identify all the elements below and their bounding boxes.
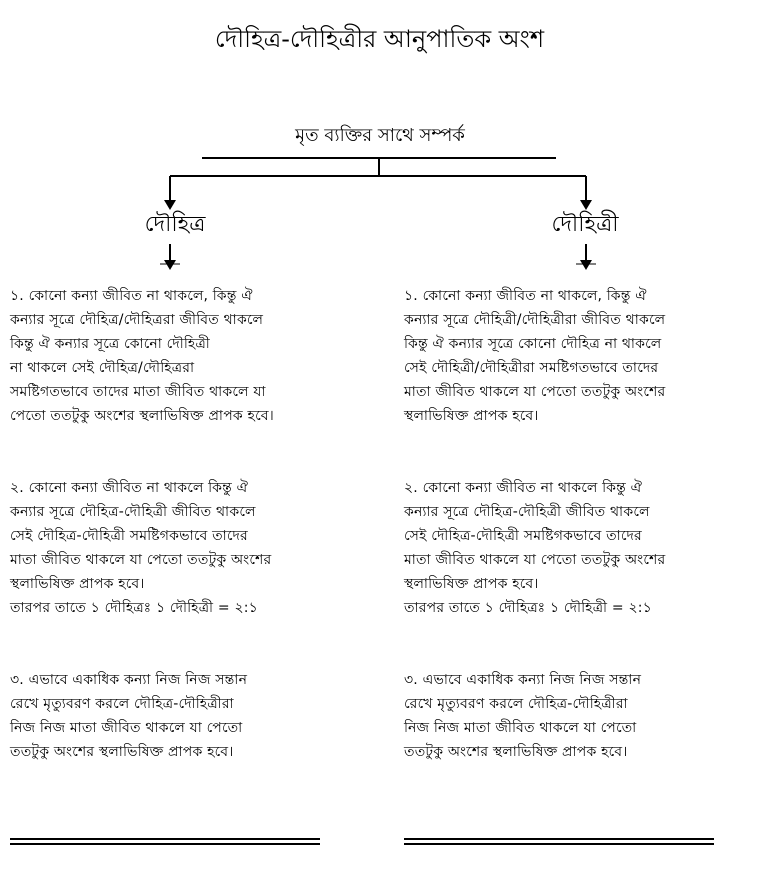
arrow-left-branch-down-icon <box>160 244 180 270</box>
rule-line: কন্যার সূত্রে দৌহিত্র-দৌহিত্রী জীবিত থাকলে <box>404 504 650 520</box>
rule-line: মাতা জীবিত থাকলে যা পেতো ততটুকু অংশের <box>10 552 272 568</box>
rule-line: স্থলাভিষিক্ত প্রাপক হবে। <box>10 576 145 592</box>
right-rule-3 <box>404 668 759 764</box>
rule-line: সেই দৌহিত্র-দৌহিত্রী সমষ্টিগকভাবে তাদের <box>10 528 248 544</box>
left-rules-column <box>10 284 370 764</box>
branch-daughters-daughter: দৌহিত্রী <box>551 212 619 237</box>
rule-line: ১. কোনো কন্যা জীবিত না থাকলে, কিন্তু ঐ <box>404 288 647 304</box>
rule-line: না থাকলে সেই দৌহিত্র/দৌহিত্ররা <box>10 360 195 376</box>
rule-line: স্থলাভিষিক্ত প্রাপক হবে। <box>404 576 539 592</box>
rule-line: কন্যার সূত্রে দৌহিত্র-দৌহিত্রী জীবিত থাকলে <box>10 504 256 520</box>
rule-line: রেখে মৃত্যুবরণ করলে দৌহিত্র-দৌহিত্রীরা <box>10 696 234 712</box>
rule-line: ৩. এভাবে একাধিক কন্যা নিজ নিজ সন্তান <box>404 672 642 688</box>
rule-line: মাতা জীবিত থাকলে যা পেতো ততটুকু অংশের <box>404 384 666 400</box>
left-rule-1 <box>10 284 370 428</box>
rule-line: ততটুকু অংশের স্থলাভিষিক্ত প্রাপক হবে। <box>10 744 234 760</box>
rule-line: নিজ নিজ মাতা জীবিত থাকলে যা পেতো <box>404 720 637 736</box>
rule-line: সেই দৌহিত্রী/দৌহিত্রীরা সমষ্টিগতভাবে তাদের <box>404 360 659 376</box>
rule-line: তারপর তাতে ১ দৌহিত্রঃ ১ দৌহিত্রী = ২:১ <box>10 600 258 616</box>
rule-line: সেই দৌহিত্র-দৌহিত্রী সমষ্টিগকভাবে তাদের <box>404 528 642 544</box>
rule-line: ২. কোনো কন্যা জীবিত না থাকলে কিন্তু ঐ <box>404 480 643 496</box>
rule-line: মাতা জীবিত থাকলে যা পেতো ততটুকু অংশের <box>404 552 666 568</box>
diagram-title: দৌহিত্র-দৌহিত্রীর আনুপাতিক অংশ <box>214 25 545 53</box>
rule-line: কিন্তু ঐ কন্যার সূত্রে কোনো দৌহিত্রী <box>10 336 210 352</box>
right-double-rule-divider <box>404 838 714 845</box>
rule-line: কিন্তু ঐ কন্যার সূত্রে কোনো দৌহিত্র না থাকলে <box>404 336 662 352</box>
rule-line: পেতো ততটুকু অংশের স্থলাভিষিক্ত প্রাপক হবে। <box>10 408 274 424</box>
rule-line: ১. কোনো কন্যা জীবিত না থাকলে, কিন্তু ঐ <box>10 288 253 304</box>
rule-line: নিজ নিজ মাতা জীবিত থাকলে যা পেতো <box>10 720 243 736</box>
rule-line: তারপর তাতে ১ দৌহিত্রঃ ১ দৌহিত্রী = ২:১ <box>404 600 652 616</box>
left-double-rule-divider <box>10 838 320 845</box>
root-node-relation: মৃত ব্যক্তির সাথে সম্পর্ক <box>295 125 465 146</box>
branch-daughters-son: দৌহিত্র <box>144 212 206 237</box>
left-rule-2 <box>10 476 370 620</box>
rule-line: রেখে মৃত্যুবরণ করলে দৌহিত্র-দৌহিত্রীরা <box>404 696 628 712</box>
rule-line: কন্যার সূত্রে দৌহিত্র/দৌহিত্ররা জীবিত থাকলে <box>10 312 264 328</box>
arrow-to-right-branch-icon <box>580 176 592 210</box>
rule-line: ৩. এভাবে একাধিক কন্যা নিজ নিজ সন্তান <box>10 672 248 688</box>
right-rule-1 <box>404 284 759 428</box>
right-rules-column <box>404 284 759 764</box>
rule-line: সমষ্টিগতভাবে তাদের মাতা জীবিত থাকলে যা <box>10 384 266 400</box>
rule-line: কন্যার সূত্রে দৌহিত্রী/দৌহিত্রীরা জীবিত থাকলে <box>404 312 666 328</box>
right-rule-2 <box>404 476 759 620</box>
rule-line: ২. কোনো কন্যা জীবিত না থাকলে কিন্তু ঐ <box>10 480 249 496</box>
arrow-to-left-branch-icon <box>164 176 176 210</box>
arrow-right-branch-down-icon <box>576 244 596 270</box>
rule-line: স্থলাভিষিক্ত প্রাপক হবে। <box>404 408 539 424</box>
rule-line: ততটুকু অংশের স্থলাভিষিক্ত প্রাপক হবে। <box>404 744 628 760</box>
left-rule-3 <box>10 668 370 764</box>
